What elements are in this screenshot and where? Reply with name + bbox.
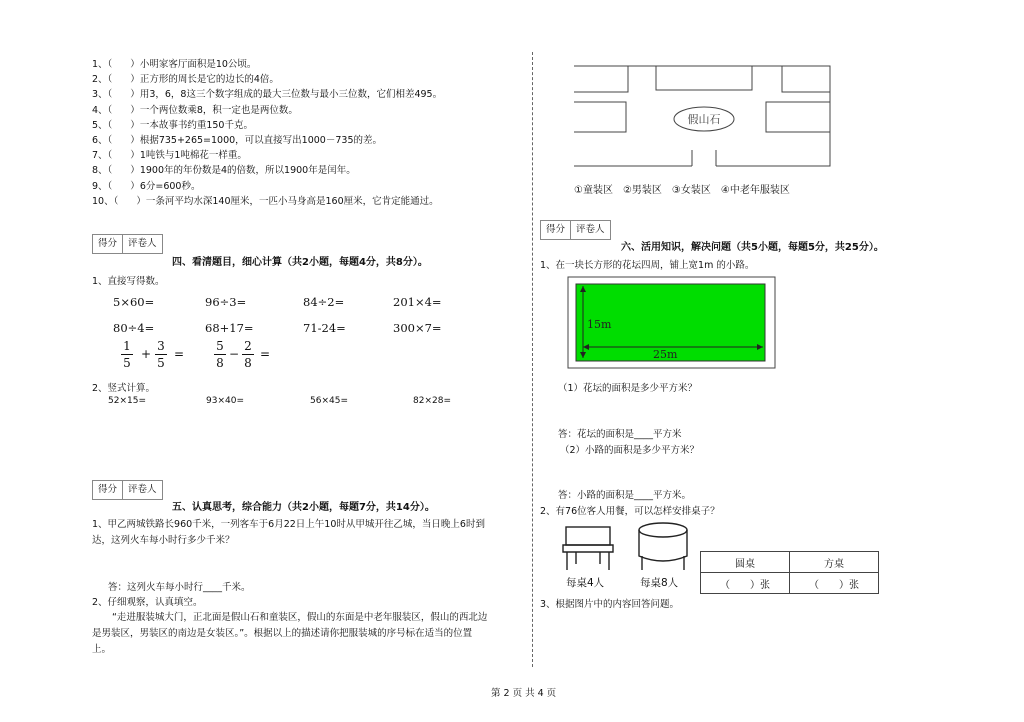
section5-title: 五、认真思考，综合能力（共2小题，每题7分，共14分）。	[172, 502, 435, 513]
fraction	[242, 338, 254, 371]
section6-q1-sub1: （1）花坛的面积是多少平方米？	[558, 383, 698, 394]
judgment-close: ）	[130, 180, 140, 192]
judgment-close: ）	[130, 119, 140, 131]
map-room-east	[766, 102, 830, 132]
judgment-number: 3、（	[92, 89, 113, 101]
judgment-text: 用3，6，8这三个数字组成的最大三位数与最小三位数，它们相差495。	[139, 89, 443, 101]
table-header: 圆桌	[701, 552, 790, 573]
judgment-item	[92, 102, 298, 116]
judgment-number: 6、（	[92, 135, 113, 146]
section6-q1-ans2: 答：小路的面积是____平方米。	[558, 490, 692, 501]
score-label: 得分	[93, 235, 123, 253]
section6-q1-ans1: 答：花坛的面积是____平方米	[558, 429, 682, 440]
judgment-item	[92, 71, 279, 85]
judgment-number: 5、（	[92, 119, 113, 131]
calc-item: 71-24=	[303, 321, 346, 335]
judgment-item	[92, 147, 247, 161]
judgment-number: 8、（	[92, 165, 113, 177]
judgment-item	[92, 56, 256, 70]
denominator: 8	[216, 356, 224, 370]
section5-q2-text	[92, 610, 522, 626]
map-room-nw	[574, 66, 628, 92]
reviewer-label: 评卷人	[128, 484, 157, 495]
calc-item: 68+17=	[205, 321, 254, 335]
fraction	[155, 338, 167, 371]
numerator: 3	[155, 338, 167, 355]
section5-q1-answer: 答：这列火车每小时行____千米。	[108, 582, 251, 593]
section6-q2: 2、有76位客人用餐，可以怎样安排桌子？	[540, 506, 720, 517]
equals: =	[174, 347, 185, 361]
judgment-item	[92, 86, 442, 100]
judgment-number: 2、（	[92, 74, 113, 86]
judgment-number: 7、（	[92, 150, 113, 162]
score-box	[92, 234, 163, 254]
judgment-item	[92, 162, 356, 176]
garden-diagram	[567, 276, 777, 370]
judgment-text: 根据735+265=1000，可以直接写出1000－735的差。	[139, 135, 382, 146]
score-label: 得分	[93, 481, 123, 499]
score-label: 得分	[541, 221, 571, 239]
judgment-close: ）	[130, 74, 140, 86]
fraction	[214, 338, 226, 371]
section4-q1: 1、直接写得数。	[92, 276, 165, 287]
q2-line: “走进服装城大门，正北面是假山石和童装区，假山的东面是中老年服装区，假山的西北边	[112, 612, 488, 623]
table-cell[interactable]: （ ）张	[701, 573, 790, 594]
square-table-icon	[560, 524, 618, 574]
table-row	[701, 552, 879, 573]
page-footer: 第 2 页 共 4 页	[491, 688, 557, 699]
vertical-calc: 56×45=	[310, 396, 348, 406]
judgment-close: ）	[130, 135, 140, 146]
width-label: 25m	[653, 348, 678, 361]
vertical-calc: 82×28=	[413, 396, 451, 406]
q2-line: 上。	[92, 644, 112, 655]
section6-q1-sub2: （2）小路的面积是多少平方米？	[560, 445, 700, 456]
judgment-number: 9、（	[92, 180, 113, 192]
vertical-calc: 93×40=	[206, 396, 244, 406]
operator: +	[141, 347, 152, 361]
operator: −	[229, 347, 240, 361]
score-box	[540, 220, 611, 240]
section5-q2-text	[92, 626, 522, 658]
vertical-calc: 52×15=	[108, 396, 146, 406]
calc-item: 96÷3=	[205, 295, 247, 309]
calc-item: 5×60=	[113, 295, 155, 309]
judgment-text: 1900年的年份数是4的倍数，所以1900年是闰年。	[139, 165, 356, 177]
table-count-grid	[700, 551, 879, 594]
table-header: 方桌	[790, 552, 879, 573]
section6-q1: 1、在一块长方形的花坛四周，铺上宽1m 的小路。	[540, 260, 755, 271]
q2-line: 是男装区，男装区的南边是女装区。”。根据以上的描述请你把服装城的序号标在适当的位置	[92, 628, 473, 639]
denominator: 5	[123, 356, 131, 370]
section4-title: 四、看清题目，细心计算（共2小题，每题4分，共8分）。	[172, 257, 428, 268]
column-divider	[532, 52, 533, 667]
calc-item: 84÷2=	[303, 295, 345, 309]
round-table-icon	[634, 520, 692, 574]
q1-line: 达，这列火车每小时行多少千米？	[92, 535, 235, 546]
reviewer-label: 评卷人	[128, 238, 157, 249]
judgment-close: ）	[130, 89, 140, 101]
square-table-label: 每桌4人	[566, 577, 605, 589]
table-row	[701, 573, 879, 594]
rockery-label: 假山石	[687, 113, 721, 126]
judgment-close: ）	[136, 195, 146, 207]
judgment-close: ）	[130, 150, 140, 162]
judgment-text: 6分=600秒。	[139, 180, 201, 192]
judgment-text: 小明家客厅面积是10公顷。	[139, 59, 257, 70]
judgment-number: 10、（	[92, 195, 119, 207]
judgment-close: ）	[130, 59, 140, 70]
numerator: 1	[121, 338, 133, 355]
map-room-north	[656, 66, 752, 90]
section6-q3: 3、根据图片中的内容回答问题。	[540, 599, 680, 610]
height-label: 15m	[587, 318, 612, 331]
judgment-item	[92, 193, 439, 207]
judgment-text: 一本故事书约重150千克。	[139, 119, 253, 131]
judgment-close: ）	[130, 104, 140, 116]
judgment-number: 4、（	[92, 104, 113, 116]
section5-q2: 2、仔细观察，认真填空。	[92, 597, 203, 608]
q1-line: 1、甲乙两城铁路长960千米，一列客车于6月22日上午10时从甲城开往乙城，当日晚上6时到	[92, 519, 485, 530]
section4-q2: 2、竖式计算。	[92, 383, 156, 394]
calc-item: 201×4=	[393, 295, 442, 309]
judgment-item	[92, 178, 200, 192]
equals: =	[260, 347, 271, 361]
table-cell[interactable]: （ ）张	[790, 573, 879, 594]
denominator: 8	[244, 356, 252, 370]
numerator: 2	[242, 338, 254, 355]
map-room-west	[574, 102, 626, 132]
section6-title: 六、活用知识，解决问题（共5小题，每题5分，共25分）。	[621, 242, 884, 253]
mall-map	[570, 62, 834, 170]
judgment-close: ）	[130, 165, 140, 177]
judgment-item	[92, 132, 382, 146]
section5-q1	[92, 517, 522, 549]
numerator: 5	[214, 338, 226, 355]
fraction	[121, 338, 133, 371]
judgment-item	[92, 117, 253, 131]
judgment-text: 一条河平均水深140厘米，一匹小马身高是160厘米，它肯定能通过。	[145, 195, 439, 207]
round-table-label: 每桌8人	[640, 577, 679, 589]
calc-item: 80÷4=	[113, 321, 155, 335]
judgment-text: 一个两位数乘8，积一定也是两位数。	[139, 104, 298, 116]
calc-item: 300×7=	[393, 321, 442, 335]
map-room-ne	[782, 66, 830, 92]
map-legend: ①童装区 ②男装区 ③女装区 ④中老年服装区	[574, 185, 790, 196]
judgment-text: 1吨铁与1吨棉花一样重。	[139, 150, 247, 162]
judgment-text: 正方形的周长是它的边长的4倍。	[139, 74, 279, 86]
judgment-number: 1、（	[92, 59, 113, 70]
reviewer-label: 评卷人	[576, 224, 605, 235]
denominator: 5	[157, 356, 165, 370]
score-box	[92, 480, 163, 500]
